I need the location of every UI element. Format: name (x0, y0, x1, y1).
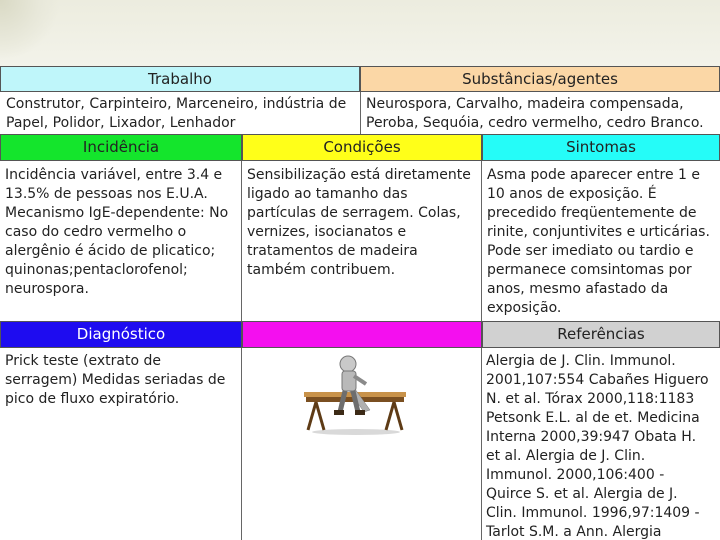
referencias-header (482, 321, 720, 348)
trabalho-text (0, 93, 362, 133)
carpenter-illustration (300, 352, 410, 437)
condicoes-header-label: Condições (323, 138, 401, 156)
sintomas-text: Asma pode aparecer entre 1 e 10 anos de exposição. É precedido freqüentemente de rinite, conjuntivites e urticárias. Pode ser imediato ou tardio e permanece comsintomas por anos, mesmo afastado da exposição. (487, 167, 710, 316)
substancias-text-line2: Peroba, Sequóia, cedro vermelho, cedro Branco. (366, 115, 704, 131)
referencias-header-label: Referências (557, 325, 645, 343)
divider-row2-b (481, 161, 482, 321)
divider-row1 (360, 92, 361, 134)
title-band (0, 0, 720, 66)
trabalho-text-line2: Papel, Polidor, Lixador, Lenhador (6, 115, 236, 131)
diagnostico-text: Prick teste (extrato de serragem) Medidas seriadas de pico de fluxo expiratório. (5, 353, 226, 407)
magenta-header (242, 321, 482, 348)
divider-row2-a (241, 161, 242, 321)
incidencia-header (0, 134, 242, 161)
condicoes-header (242, 134, 482, 161)
divider-row3-a (241, 348, 242, 540)
diagnostico-header (0, 321, 242, 348)
substancias-header (360, 66, 720, 92)
carpenter-sawing-icon (300, 352, 410, 437)
divider-row3-b (481, 348, 482, 540)
sintomas-header-label: Sintomas (566, 138, 636, 156)
corner-decoration (0, 0, 60, 60)
trabalho-header-label: Trabalho (148, 70, 212, 88)
substancias-text (360, 93, 720, 133)
incidencia-text: Incidência variável, entre 3.4 e 13.5% de pessoas nos E.U.A. Mecanismo IgE-dependente: No caso do cedro vermelho o alergênio é ácido de plicatico; quinonas;pentaclorofenol; neurospora. (5, 167, 229, 297)
diagnostico-header-label: Diagnóstico (76, 325, 166, 343)
incidencia-header-label: Incidência (82, 138, 160, 156)
condicoes-text: Sensibilização está diretamente ligado ao tamanho das partículas de serragem. Colas, vernizes, isocianatos e tratamentos de madeira também contribuem. (247, 167, 471, 278)
trabalho-header (0, 66, 360, 92)
trabalho-text-line1: Construtor, Carpinteiro, Marceneiro, indústria de (6, 96, 347, 112)
substancias-text-line1: Neurospora, Carvalho, madeira compensada, (366, 96, 684, 112)
substancias-header-label: Substâncias/agentes (462, 70, 618, 88)
referencias-text: Alergia de J. Clin. Immunol. 2001,107:554 Cabañes Higuero N. et al. Tórax 2000,118:1183 Petsonk E.L. al de et. Medicina Interna 2000,39:947 Obata H. et al. Alergia de J. Clin. Immunol. 2000,106:400 - Quirce S. et al. Alergia de J. Clin. Immunol. 1996,97:1409 - Tarlot S.M. a Ann. Alergia (486, 353, 709, 540)
sintomas-header (482, 134, 720, 161)
